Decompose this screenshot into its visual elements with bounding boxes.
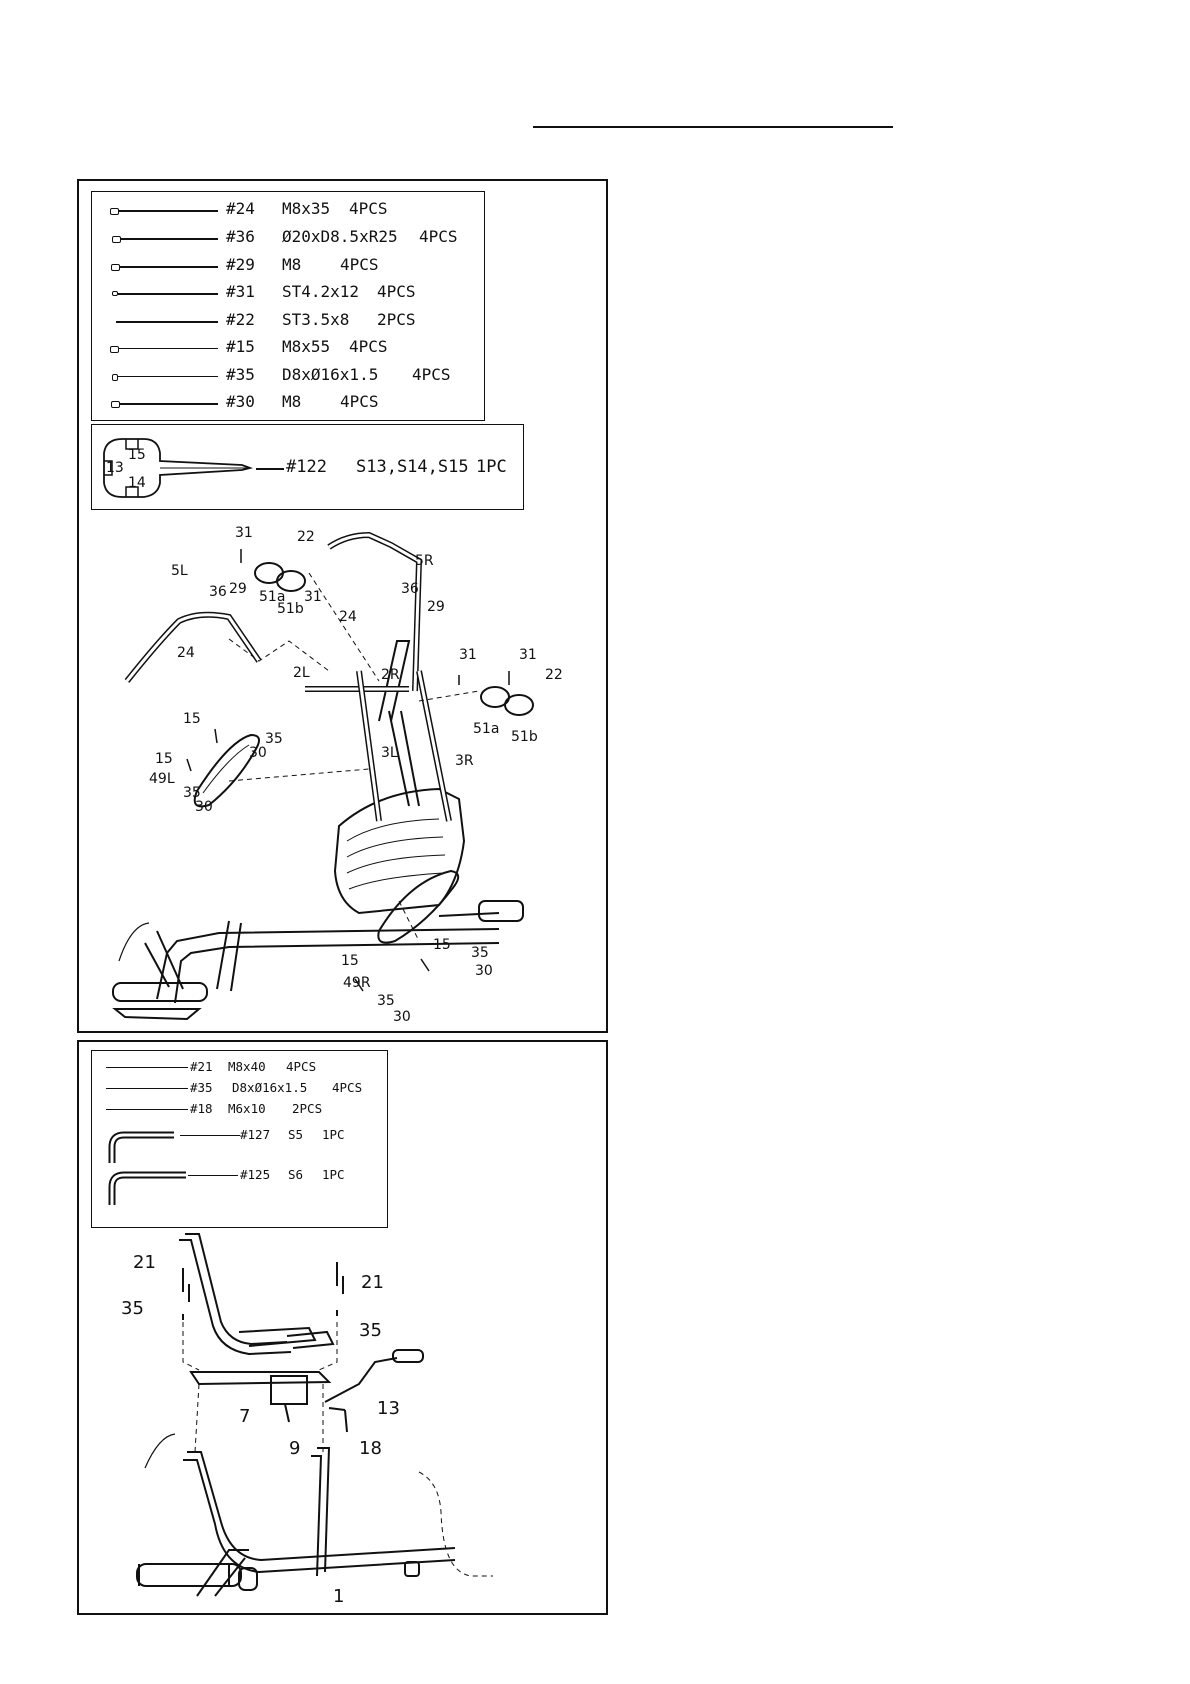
wrench-qty: 1PC <box>476 457 507 477</box>
callout: 2R <box>381 667 400 683</box>
callout: 35 <box>377 993 395 1009</box>
callout: 30 <box>475 963 493 979</box>
callout: 24 <box>177 645 195 661</box>
callout: 15 <box>155 751 173 767</box>
callout: 49L <box>149 771 175 787</box>
exploded-assembly-diagram-bottom <box>79 1232 606 1612</box>
hardware-row: #35 D8xØ16x1.5 4PCS <box>92 363 484 389</box>
exploded-assembly-diagram-top <box>79 521 606 1031</box>
hardware-row: #21 M8x40 4PCS <box>92 1057 387 1079</box>
callout: 13 <box>377 1398 400 1419</box>
callout: 18 <box>359 1438 382 1459</box>
hardware-row: #18 M6x10 2PCS <box>92 1099 387 1121</box>
callout: 21 <box>361 1272 384 1293</box>
callout: 5R <box>415 553 434 569</box>
callout: 22 <box>297 529 315 545</box>
callout: 51a <box>473 721 500 737</box>
wrench-size-15: 15 <box>128 447 146 463</box>
hardware-row: #30 M8 4PCS <box>92 390 484 416</box>
callout: 49R <box>343 975 371 991</box>
callout: 31 <box>459 647 477 663</box>
callout: 36 <box>209 584 227 600</box>
callout: 7 <box>239 1406 251 1427</box>
wrench-size-14: 14 <box>128 475 146 491</box>
hardware-row: #36 Ø20xD8.5xR25 4PCS <box>92 225 484 251</box>
callout: 51a <box>259 589 286 605</box>
hardware-list-box <box>91 191 485 421</box>
hardware-row: #24 M8x35 4PCS <box>92 197 484 223</box>
wrench-icon <box>92 425 262 509</box>
hardware-row: #125 S6 1PC <box>92 1165 387 1187</box>
hardware-list-box <box>91 1050 388 1228</box>
callout: 30 <box>249 745 267 761</box>
hardware-row: #35 D8xØ16x1.5 4PCS <box>92 1078 387 1100</box>
callout: 35 <box>471 945 489 961</box>
callout: 29 <box>427 599 445 615</box>
callout: 1 <box>333 1586 345 1607</box>
wrench-size-13: 13 <box>106 460 124 476</box>
callout: 15 <box>341 953 359 969</box>
callout: 21 <box>133 1252 156 1273</box>
hardware-row: #31 ST4.2x12 4PCS <box>92 280 484 306</box>
hardware-row: #22 ST3.5x8 2PCS <box>92 308 484 334</box>
wrench-tool-box <box>91 424 524 510</box>
callout: 5L <box>171 563 188 579</box>
callout: 35 <box>183 785 201 801</box>
callout: 15 <box>433 937 451 953</box>
callout: 9 <box>289 1438 301 1459</box>
callout: 35 <box>121 1298 144 1319</box>
callout: 3R <box>455 753 474 769</box>
callout: 24 <box>339 609 357 625</box>
wrench-sizes: S13,S14,S15 <box>356 457 469 477</box>
callout: 36 <box>401 581 419 597</box>
callout: 30 <box>195 799 213 815</box>
hardware-row: #29 M8 4PCS <box>92 253 484 279</box>
callout: 15 <box>183 711 201 727</box>
page-title-underline <box>533 126 893 128</box>
callout: 22 <box>545 667 563 683</box>
callout: 30 <box>393 1009 411 1025</box>
callout: 51b <box>277 601 304 617</box>
assembly-step-panel-top <box>77 179 608 1033</box>
callout: 31 <box>304 589 322 605</box>
callout: 2L <box>293 665 310 681</box>
assembly-step-panel-bottom <box>77 1040 608 1615</box>
callout: 3L <box>381 745 398 761</box>
rear-stabilizer <box>115 1009 199 1019</box>
callout: 35 <box>265 731 283 747</box>
callout: 35 <box>359 1320 382 1341</box>
callout: 51b <box>511 729 538 745</box>
callout: 29 <box>229 581 247 597</box>
callout: 31 <box>235 525 253 541</box>
wrench-part-number: #122 <box>286 457 327 477</box>
callout: 31 <box>519 647 537 663</box>
hardware-row: #15 M8x55 4PCS <box>92 335 484 361</box>
hardware-row: #127 S5 1PC <box>92 1125 387 1147</box>
